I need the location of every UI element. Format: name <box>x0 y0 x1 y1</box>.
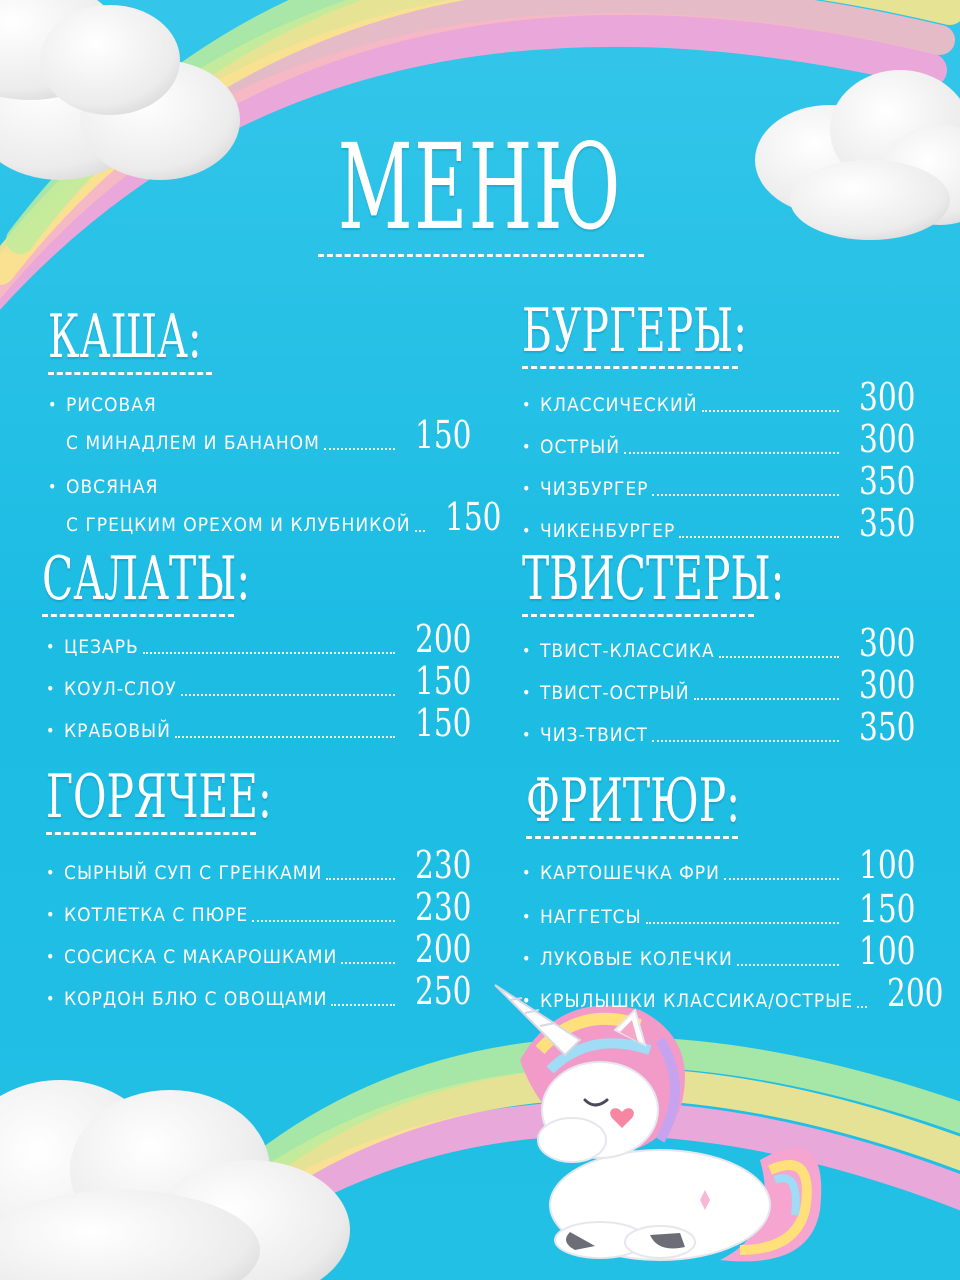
item-price: 100 <box>859 843 916 887</box>
item-name: ОСТРЫЙ <box>540 436 621 458</box>
section-heading: КАША: <box>48 302 202 372</box>
item-price: 350 <box>859 705 916 749</box>
item-price: 150 <box>415 659 472 703</box>
item-price: 300 <box>859 621 916 665</box>
bullet-icon: • <box>46 863 56 882</box>
bullet-icon: • <box>522 907 532 926</box>
bullet-icon: • <box>46 637 56 656</box>
dot-leader <box>143 652 396 654</box>
item-name: СЫРНЫЙ СУП С ГРЕНКАМИ <box>64 862 323 884</box>
bullet-icon: • <box>522 863 532 882</box>
item-price: 230 <box>415 843 472 887</box>
item-price: 350 <box>859 501 916 545</box>
item-name: ОВСЯНАЯ <box>66 476 159 498</box>
menu-item <box>46 701 472 745</box>
page-title: МЕНЮ <box>337 118 623 256</box>
bullet-icon: • <box>46 989 56 1008</box>
dot-leader <box>326 878 395 880</box>
dot-leader <box>719 656 840 658</box>
bullet-icon: • <box>48 477 58 496</box>
dot-leader <box>415 530 425 532</box>
menu-item <box>46 927 472 971</box>
item-price: 150 <box>444 495 502 539</box>
bullet-icon: • <box>46 947 56 966</box>
dot-leader <box>624 452 839 454</box>
menu-item <box>522 459 916 503</box>
menu-item <box>522 621 916 665</box>
menu-item <box>46 885 472 929</box>
dot-leader <box>341 962 395 964</box>
item-name: ЦЕЗАРЬ <box>64 636 139 658</box>
bullet-icon: • <box>522 725 532 744</box>
item-name: КРАБОВЫЙ <box>64 720 171 742</box>
menu-item <box>46 843 472 887</box>
section-kasha <box>48 304 274 375</box>
item-name: ЛУКОВЫЕ КОЛЕЧКИ <box>540 948 733 970</box>
section-underline <box>46 832 256 835</box>
menu-item <box>522 887 916 931</box>
menu-item <box>522 843 916 887</box>
section-underline <box>526 836 738 839</box>
bullet-icon: • <box>46 721 56 740</box>
item-name: КОТЛЕТКА С ПЮРЕ <box>64 904 249 926</box>
item-name: НАГГЕТСЫ <box>540 906 642 928</box>
dot-leader <box>252 920 395 922</box>
dot-leader <box>679 536 839 538</box>
item-price: 300 <box>859 417 916 461</box>
bullet-icon: • <box>522 479 532 498</box>
menu-item <box>522 375 916 419</box>
item-name: ЧИЗБУРГЕР <box>540 478 649 500</box>
item-description: С ГРЕЦКИМ ОРЕХОМ И КЛУБНИКОЙ <box>66 514 411 536</box>
section-heading: ТВИСТЕРЫ: <box>522 544 785 614</box>
dot-leader <box>175 736 396 738</box>
item-price: 200 <box>415 927 472 971</box>
item-description: С МИНАДЛЕМ И БАНАНОМ <box>66 432 320 454</box>
item-name: ТВИСТ-ОСТРЫЙ <box>540 682 690 704</box>
item-name: КЛАССИЧЕСКИЙ <box>540 394 698 416</box>
section-salads <box>42 546 348 617</box>
item-price: 150 <box>415 701 472 745</box>
item-price: 250 <box>415 969 472 1013</box>
bullet-icon: • <box>522 437 532 456</box>
section-heading: ФРИТЮР: <box>526 766 741 836</box>
dot-leader <box>331 1004 395 1006</box>
menu-item <box>48 476 502 539</box>
menu-item <box>522 705 916 749</box>
bullet-icon: • <box>522 683 532 702</box>
section-underline <box>522 366 738 369</box>
dot-leader <box>737 964 840 966</box>
item-price: 200 <box>887 971 944 1015</box>
item-price: 200 <box>415 617 472 661</box>
item-price: 350 <box>859 459 916 503</box>
dot-leader <box>702 410 840 412</box>
item-name: КРЫЛЫШКИ КЛАССИКА/ОСТРЫЕ <box>540 990 854 1012</box>
menu-item <box>522 501 916 545</box>
bullet-icon: • <box>48 395 58 414</box>
bullet-icon: • <box>522 991 532 1010</box>
menu-item <box>46 659 472 703</box>
item-price: 230 <box>415 885 472 929</box>
dot-leader <box>652 494 839 496</box>
dot-leader <box>857 1006 867 1008</box>
item-name: ЧИКЕНБУРГЕР <box>540 520 676 542</box>
bullet-icon: • <box>522 949 532 968</box>
section-twisters <box>522 546 908 617</box>
item-name: КАРТОШЕЧКА ФРИ <box>540 862 720 884</box>
menu-item <box>46 969 472 1013</box>
section-fryer <box>526 768 841 839</box>
item-name: КОУЛ-СЛОУ <box>64 678 177 700</box>
menu-item <box>46 617 472 661</box>
section-burgers <box>522 298 853 369</box>
dot-leader <box>181 694 396 696</box>
menu-item <box>522 663 916 707</box>
item-name: КОРДОН БЛЮ С ОВОЩАМИ <box>64 988 328 1010</box>
bullet-icon: • <box>46 905 56 924</box>
dot-leader <box>324 448 396 450</box>
bullet-icon: • <box>46 679 56 698</box>
title-underline <box>318 254 644 257</box>
bullet-icon: • <box>522 521 532 540</box>
section-hot <box>46 764 378 835</box>
section-underline <box>522 614 754 617</box>
section-underline <box>42 614 234 617</box>
item-price: 100 <box>859 929 916 973</box>
dot-leader <box>646 922 840 924</box>
section-underline <box>48 372 212 375</box>
menu-item <box>522 971 944 1015</box>
dot-leader <box>724 878 840 880</box>
bullet-icon: • <box>522 395 532 414</box>
section-heading: САЛАТЫ: <box>42 544 251 614</box>
menu-item <box>48 394 472 457</box>
item-name: ТВИСТ-КЛАССИКА <box>540 640 715 662</box>
item-price: 300 <box>859 375 916 419</box>
section-heading: БУРГЕРЫ: <box>522 296 748 366</box>
item-price: 150 <box>859 887 916 931</box>
dot-leader <box>694 698 840 700</box>
bullet-icon: • <box>522 641 532 660</box>
menu-item <box>522 929 916 973</box>
item-name: СОСИСКА С МАКАРОШКАМИ <box>64 946 338 968</box>
item-price: 150 <box>415 413 472 457</box>
item-name: РИСОВАЯ <box>66 394 157 416</box>
item-name: ЧИЗ-ТВИСТ <box>540 724 648 746</box>
section-heading: ГОРЯЧЕЕ: <box>46 762 272 832</box>
item-price: 300 <box>859 663 916 707</box>
dot-leader <box>652 740 840 742</box>
menu-item <box>522 417 916 461</box>
